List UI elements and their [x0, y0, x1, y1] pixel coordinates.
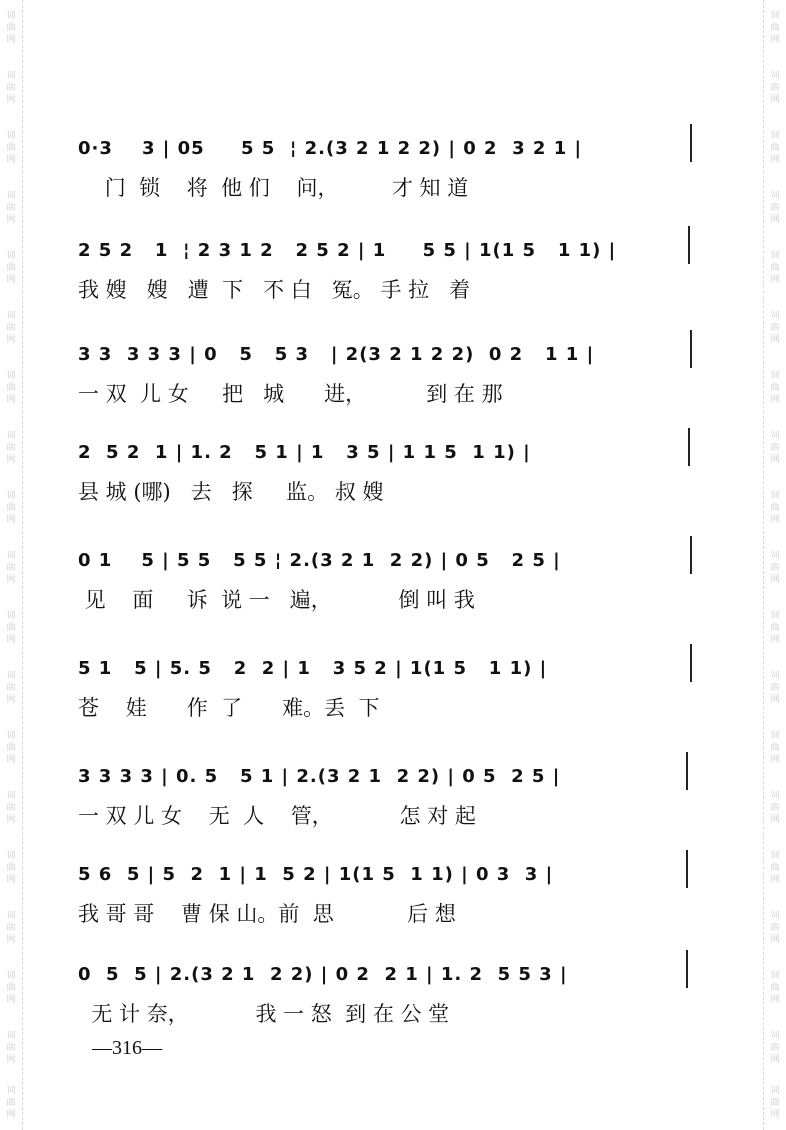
watermark: 词曲网 [6, 731, 16, 765]
bar-line [690, 330, 692, 368]
jianpu-notes: 3 3 3 3 3 | 0 5 5 3 | 2(3 2 1 2 2) 0 2 1 1 | [78, 344, 595, 365]
jianpu-notes: 5 1 5 | 5. 5 2 2 | 1 3 5 2 | 1(1 5 1 1) | [78, 658, 548, 679]
watermark: 词曲网 [6, 71, 16, 105]
score-system [0, 344, 786, 444]
bar-line [686, 752, 688, 790]
bar-line [686, 950, 688, 988]
watermark: 词曲网 [770, 551, 780, 585]
score-system [0, 766, 786, 866]
bar-line [690, 124, 692, 162]
bar-line [688, 226, 690, 264]
watermark: 词曲网 [6, 251, 16, 285]
watermark: 词曲网 [6, 371, 16, 405]
watermark: 词曲网 [770, 971, 780, 1005]
bar-line [690, 536, 692, 574]
watermark: 词曲网 [770, 71, 780, 105]
jianpu-notes: 2 5 2 1 | 1. 2 5 1 | 1 3 5 | 1 1 5 1 1) | [78, 442, 531, 463]
lyric-line: 我 哥 哥 曹 保 山。前 思 后 想 [78, 902, 456, 926]
score-system [0, 550, 786, 650]
watermark: 词曲网 [770, 371, 780, 405]
watermark: 词曲网 [6, 971, 16, 1005]
bar-line [686, 850, 688, 888]
jianpu-notes: 0·3 3 | 05 5 5 ¦ 2.(3 2 1 2 2) | 0 2 3 2 1 | [78, 138, 583, 159]
watermark: 词曲网 [6, 1031, 16, 1065]
watermark: 词曲网 [770, 11, 780, 45]
watermark: 词曲网 [6, 131, 16, 165]
lyric-line: 一 双 儿 女 无 人 管， 怎 对 起 [78, 804, 476, 828]
lyric-line: 门 锁 将 他 们 问， 才 知 道 [78, 176, 469, 200]
jianpu-notes: 0 5 5 | 2.(3 2 1 2 2) | 0 2 2 1 | 1. 2 5 5 3 | [78, 964, 568, 985]
jianpu-notes: 3 3 3 3 | 0. 5 5 1 | 2.(3 2 1 2 2) | 0 5 2 5 | [78, 766, 561, 787]
score-system [0, 138, 786, 238]
watermark: 词曲网 [6, 11, 16, 45]
score-system [0, 658, 786, 758]
lyric-line: 县 城 (哪) 去 探 监。 叔 嫂 [78, 480, 384, 504]
watermark: 词曲网 [770, 911, 780, 945]
score-system [0, 240, 786, 340]
watermark: 词曲网 [770, 731, 780, 765]
page-number: —316— [92, 1037, 162, 1059]
bar-line [690, 644, 692, 682]
watermark: 词曲网 [770, 791, 780, 825]
watermark: 词曲网 [770, 1031, 780, 1065]
watermark: 词曲网 [770, 431, 780, 465]
watermark: 词曲网 [6, 1086, 16, 1120]
score-system [0, 442, 786, 542]
watermark: 词曲网 [6, 791, 16, 825]
watermark: 词曲网 [770, 131, 780, 165]
lyric-line: 我 嫂 嫂 遭 下 不 白 冤。 手 拉 着 [78, 278, 471, 302]
watermark: 词曲网 [6, 911, 16, 945]
score-system [0, 864, 786, 964]
watermark: 词曲网 [770, 491, 780, 525]
jianpu-notes: 0 1 5 | 5 5 5 5 ¦ 2.(3 2 1 2 2) | 0 5 2 5 | [78, 550, 561, 571]
watermark: 词曲网 [770, 311, 780, 345]
watermark: 词曲网 [6, 191, 16, 225]
watermark: 词曲网 [6, 851, 16, 885]
jianpu-notes: 2 5 2 1 ¦ 2 3 1 2 2 5 2 | 1 5 5 | 1(1 5 1 1) | [78, 240, 617, 261]
lyric-line: 见 面 诉 说 一 遍， 倒 叫 我 [78, 588, 475, 612]
watermark: 词曲网 [6, 551, 16, 585]
watermark: 词曲网 [6, 311, 16, 345]
lyric-line: 一 双 儿 女 把 城 进， 到 在 那 [78, 382, 503, 406]
watermark: 词曲网 [770, 251, 780, 285]
lyric-line: 无 计 奈， 我 一 怒 到 在 公 堂 [78, 1002, 450, 1026]
bar-line [688, 428, 690, 466]
watermark: 词曲网 [770, 611, 780, 645]
lyric-line: 苍 娃 作 了 难。丢 下 [78, 696, 380, 720]
watermark: 词曲网 [770, 191, 780, 225]
watermark: 词曲网 [770, 1086, 780, 1120]
watermark: 词曲网 [6, 611, 16, 645]
watermark: 词曲网 [6, 431, 16, 465]
watermark: 词曲网 [6, 491, 16, 525]
watermark: 词曲网 [770, 671, 780, 705]
watermark: 词曲网 [770, 851, 780, 885]
jianpu-notes: 5 6 5 | 5 2 1 | 1 5 2 | 1(1 5 1 1) | 0 3 3 | [78, 864, 554, 885]
watermark: 词曲网 [6, 671, 16, 705]
